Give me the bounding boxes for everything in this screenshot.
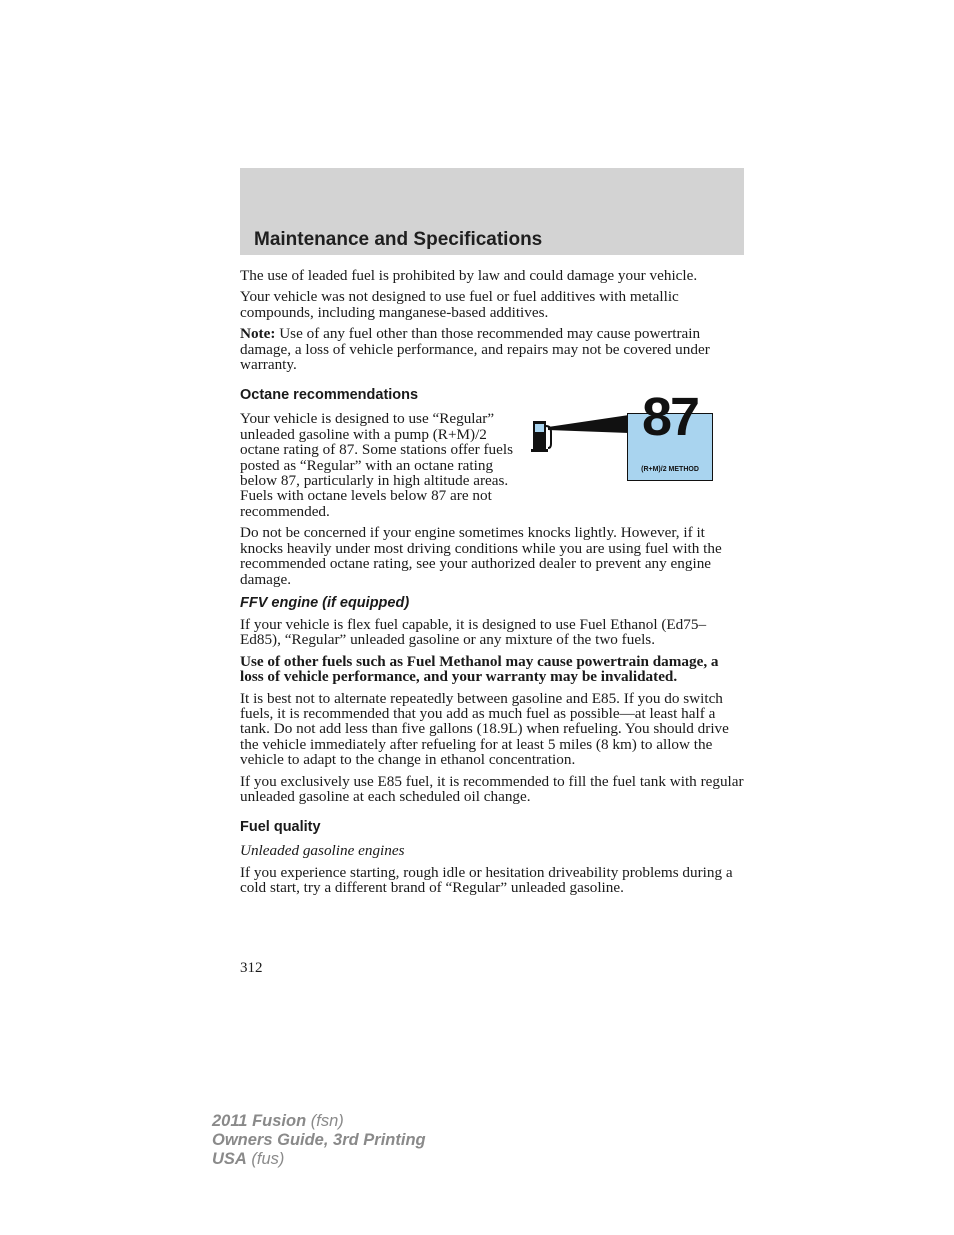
knock-paragraph: Do not be concerned if your engine sometimes knocks lightly. However, if it knocks heavily under most driving conditions while you are using fuel with the recommended octane rating, see your authorized dealer to prevent any engine damage. [240,524,722,588]
page-content [240,268,745,902]
note-text: Use of any fuel other than those recommended may cause powertrain damage, a loss of vehicle performance, and repairs may not be covered under warranty. [240,325,710,374]
ffv-heading: FFV engine (if equipped) [240,594,410,611]
fuel-quality-heading: Fuel quality [240,819,321,836]
page-number: 312 [240,960,263,976]
section-header [240,168,744,255]
note-label: Note: [240,325,276,343]
document-footer [212,1112,426,1169]
alternate-fuels-paragraph: It is best not to alternate repeatedly between gasoline and E85. If you do switch fuels, it is recommended that you add as much fuel as possible—at least half a tank. Do not add less than five gallons (18.9L) when refueling. You should drive the vehicle immediately after refueling for at least 5 miles (8 km) to allow the vehicle to adapt to the change in ethanol concentration. [240,689,729,769]
octane-heading: Octane recommendations [240,387,419,404]
fuel-quality-subheading: Unleaded gasoline engines [240,842,405,860]
footer-line-1: 2011 Fusion (fsn) [212,1112,344,1130]
e85-paragraph: If you exclusively use E85 fuel, it is recommended to fill the fuel tank with regular unleaded gasoline at each scheduled oil change. [240,772,744,805]
octane-method: (R+M)/2 METHOD [641,466,699,474]
footer-line-3: USA (fus) [212,1150,285,1168]
octane-label-figure [527,387,713,487]
note-paragraph [240,326,745,372]
ffv-paragraph: If your vehicle is flex fuel capable, it is designed to use Fuel Ethanol (Ed75–Ed85), “Regular” unleaded gasoline or any mixture of the two fuels. [240,615,707,649]
leaded-fuel-paragraph: The use of leaded fuel is prohibited by law and could damage your vehicle. [240,267,698,284]
fuel-pump-icon [527,413,637,487]
octane-paragraph: Your vehicle is designed to use “Regular” unleaded gasoline with a pump (R+M)/2 octane rating of 87. Some stations offer fuels posted as “Regular” with an octane rating below 87, particularly in high altitude areas. Fuels with octane levels below 87 are not recommended. [240,410,514,520]
section-title: Maintenance and Specifications [254,229,543,250]
fuel-quality-paragraph: If you experience starting, rough idle or hesitation driveability problems during a cold start, try a different brand of “Regular” unleaded gasoline. [240,863,733,897]
octane-rating-label [627,387,713,481]
octane-number: 87 [641,387,699,448]
methanol-warning: Use of other fuels such as Fuel Methanol may cause powertrain damage, a loss of vehicle performance, and your warranty may be invalidated. [240,652,719,686]
footer-line-2: Owners Guide, 3rd Printing [212,1131,426,1149]
metallic-additives-paragraph: Your vehicle was not designed to use fuel or fuel additives with metallic compounds, including manganese-based additives. [240,288,679,321]
